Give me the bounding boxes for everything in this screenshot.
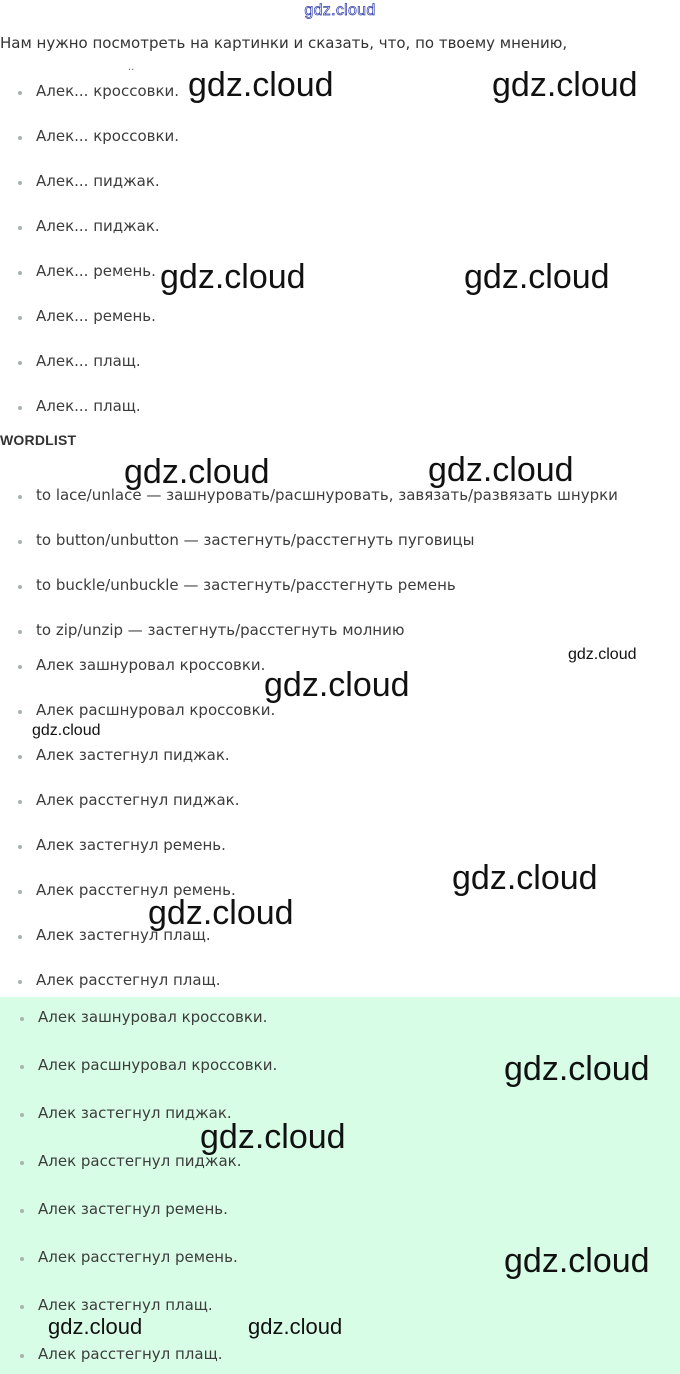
list-item: Алек... пиджак. xyxy=(36,217,160,235)
list-item: Алек... кроссовки. xyxy=(36,127,180,145)
watermark: gdz.cloud xyxy=(264,666,410,704)
watermark: gdz.cloud xyxy=(428,451,574,489)
list-item: Алек... пиджак. xyxy=(36,172,160,190)
sentence-item: Алек застегнул ремень. xyxy=(36,836,226,854)
watermark: gdz.cloud xyxy=(200,1118,346,1156)
answer-item: Алек застегнул пиджак. xyxy=(38,1104,232,1122)
sentence-item: Алек застегнул пиджак. xyxy=(36,746,230,764)
watermark: gdz.cloud xyxy=(492,66,638,104)
answer-item: Алек расстегнул ремень. xyxy=(38,1248,238,1266)
watermark: gdz.cloud xyxy=(452,859,598,897)
wordlist-item: to button/unbutton — застегнуть/расстегнуть пуговицы xyxy=(36,531,475,549)
site-watermark: gdz.cloud xyxy=(304,2,376,19)
watermark: gdz.cloud xyxy=(124,453,270,491)
sentence-item: Алек расстегнул плащ. xyxy=(36,971,221,989)
list-item: Алек... ремень. xyxy=(36,307,156,325)
wordlist-item: to zip/unzip — застегнуть/расстегнуть молнию xyxy=(36,621,405,639)
answer-item: Алек зашнуровал кроссовки. xyxy=(38,1008,268,1026)
wordlist-item: to buckle/unbuckle — застегнуть/расстегнуть ремень xyxy=(36,576,456,594)
answer-item: Алек застегнул плащ. xyxy=(38,1296,213,1314)
intro-text: Нам нужно посмотреть на картинки и сказать, что, по твоему мнению, xyxy=(0,34,568,52)
wordlist-item: to lace/unlace — зашнуровать/расшнуровать, завязать/развязать шнурки xyxy=(36,486,618,504)
intro-dots: .. xyxy=(128,62,135,73)
list-item: Алек... кроссовки. xyxy=(36,82,180,100)
answer-item: Алек расстегнул пиджак. xyxy=(38,1152,242,1170)
sentence-item: Алек расшнуровал кроссовки. xyxy=(36,701,276,719)
list-item: Алек... ремень. xyxy=(36,262,156,280)
watermark: gdz.cloud xyxy=(464,258,610,296)
watermark: gdz.cloud xyxy=(48,1314,143,1339)
list-item: Алек... плащ. xyxy=(36,397,141,415)
sentence-item: Алек застегнул плащ. xyxy=(36,926,211,944)
watermark: gdz.cloud xyxy=(32,722,101,739)
sentence-item: Алек зашнуровал кроссовки. xyxy=(36,656,266,674)
watermark: gdz.cloud xyxy=(248,1314,343,1339)
watermark: gdz.cloud xyxy=(568,646,637,663)
watermark: gdz.cloud xyxy=(504,1050,650,1088)
watermark: gdz.cloud xyxy=(160,258,306,296)
sentence-item: Алек расстегнул ремень. xyxy=(36,881,236,899)
sentence-item: Алек расстегнул пиджак. xyxy=(36,791,240,809)
answer-item: Алек застегнул ремень. xyxy=(38,1200,228,1218)
answer-item: Алек расстегнул плащ. xyxy=(38,1345,223,1363)
answer-item: Алек расшнуровал кроссовки. xyxy=(38,1056,278,1074)
watermark: gdz.cloud xyxy=(188,66,334,104)
list-item: Алек... плащ. xyxy=(36,352,141,370)
wordlist-heading: WORDLIST xyxy=(0,432,77,448)
watermark: gdz.cloud xyxy=(148,894,294,932)
watermark: gdz.cloud xyxy=(504,1242,650,1280)
